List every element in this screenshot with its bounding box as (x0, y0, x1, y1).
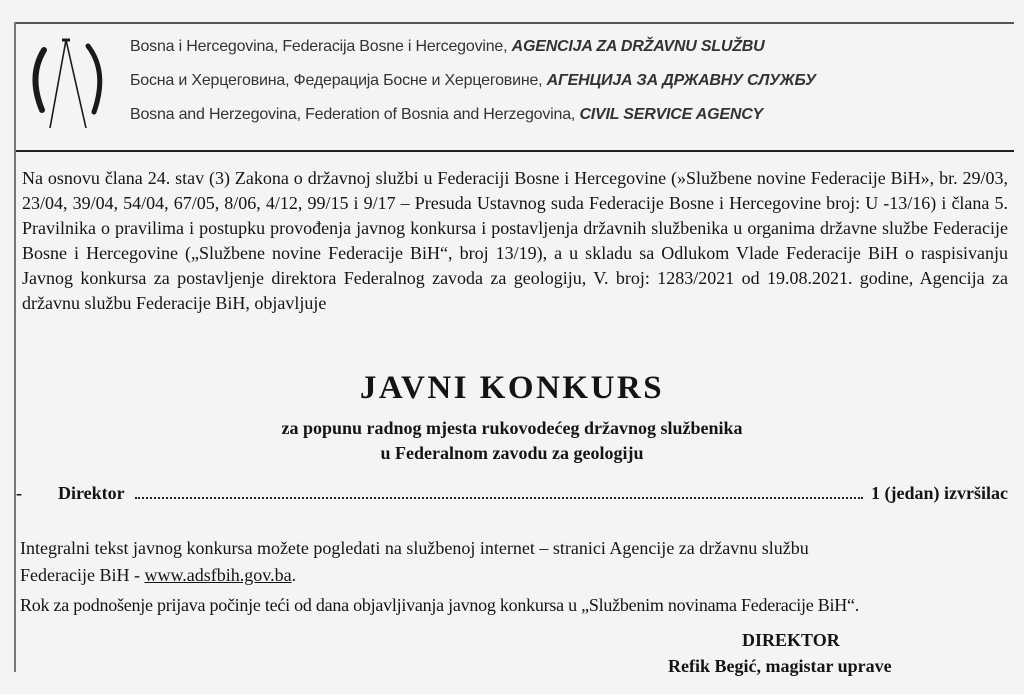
body-line-2-text: Federacije BiH - (20, 565, 145, 585)
body-line-3: Rok za podnošenje prijava počinje teći od dana objavljivanja javnog konkursa u „Službenim novinama Federacije BiH“. (20, 595, 859, 615)
header-line-bosnian (130, 38, 765, 56)
agency-logo-icon (22, 32, 112, 137)
intro-paragraph: Na osnovu člana 24. stav (3) Zakona o državnoj službi u Federaciji Bosne i Hercegovine (»Službene novine Federacije BiH», br. 29/03, 23/04, 39/04, 54/04, 67/05, 8/06, 4/12, 99/15 i 9/17 – Presuda Ustavnog suda Federacije Bosne i Hercegovine broj: U -13/16) i člana 5. Pravilnika o pravilima i postupku provođenja javnog konkursa i postavljenja državnih službenika u organima državne službe Federacije Bosne i Hercegovine („Službene novine Federacije BiH“, broj 13/19), a u skladu sa Odlukom Vlade Federacije BiH o raspisivanju Javnog konkursa za postavljenje direktora Federalnog zavoda za geologiju, V. broj: 1283/2021 od 19.08.2021. godine, Agencija za državnu službu Federacije BiH, objavljuje (22, 168, 1008, 313)
signature-role: DIREKTOR (742, 630, 840, 650)
header-english-agency: CIVIL SERVICE AGENCY (579, 106, 764, 123)
position-dot-leader (135, 483, 863, 499)
position-row (16, 483, 1008, 504)
agency-website-link[interactable]: www.adsfbih.gov.ba (144, 565, 292, 585)
header-english-text: Bosna and Herzegovina, Federation of Bosnia and Herzegovina, (130, 106, 580, 123)
header-line-english (130, 106, 763, 124)
position-dash: - (16, 483, 22, 503)
announcement-subtitle-1: za popunu radnog mjesta rukovodećeg državnog službenika (281, 418, 743, 438)
body-line-2-suffix: . (291, 565, 297, 585)
position-name: Direktor (58, 483, 125, 503)
header-divider (16, 150, 1014, 152)
header-bosnian-text: Bosna i Hercegovina, Federacija Bosne i Hercegovine, (130, 38, 512, 55)
announcement-subtitle-2: u Federalnom zavodu za geologiju (380, 443, 644, 463)
position-count: 1 (jedan) izvršilac (871, 483, 1008, 503)
header-serbian-agency: АГЕНЦИЈА ЗА ДРЖАВНУ СЛУЖБУ (546, 72, 816, 89)
announcement-title: JAVNI KONKURS (359, 370, 665, 406)
frame-top-border (14, 22, 1014, 24)
body-line-2 (20, 565, 296, 586)
header-serbian-text: Босна и Херцеговина, Федерација Босне и Херцеговине, (130, 72, 547, 89)
header-line-serbian (130, 72, 816, 90)
frame-left-border (14, 22, 16, 672)
header-bosnian-agency: AGENCIJA ZA DRŽAVNU SLUŽBU (511, 38, 765, 55)
signature-name: Refik Begić, magistar uprave (668, 656, 892, 676)
body-line-1: Integralni tekst javnog konkursa možete pogledati na službenoj internet – stranici Agencije za državnu službu (20, 538, 809, 558)
